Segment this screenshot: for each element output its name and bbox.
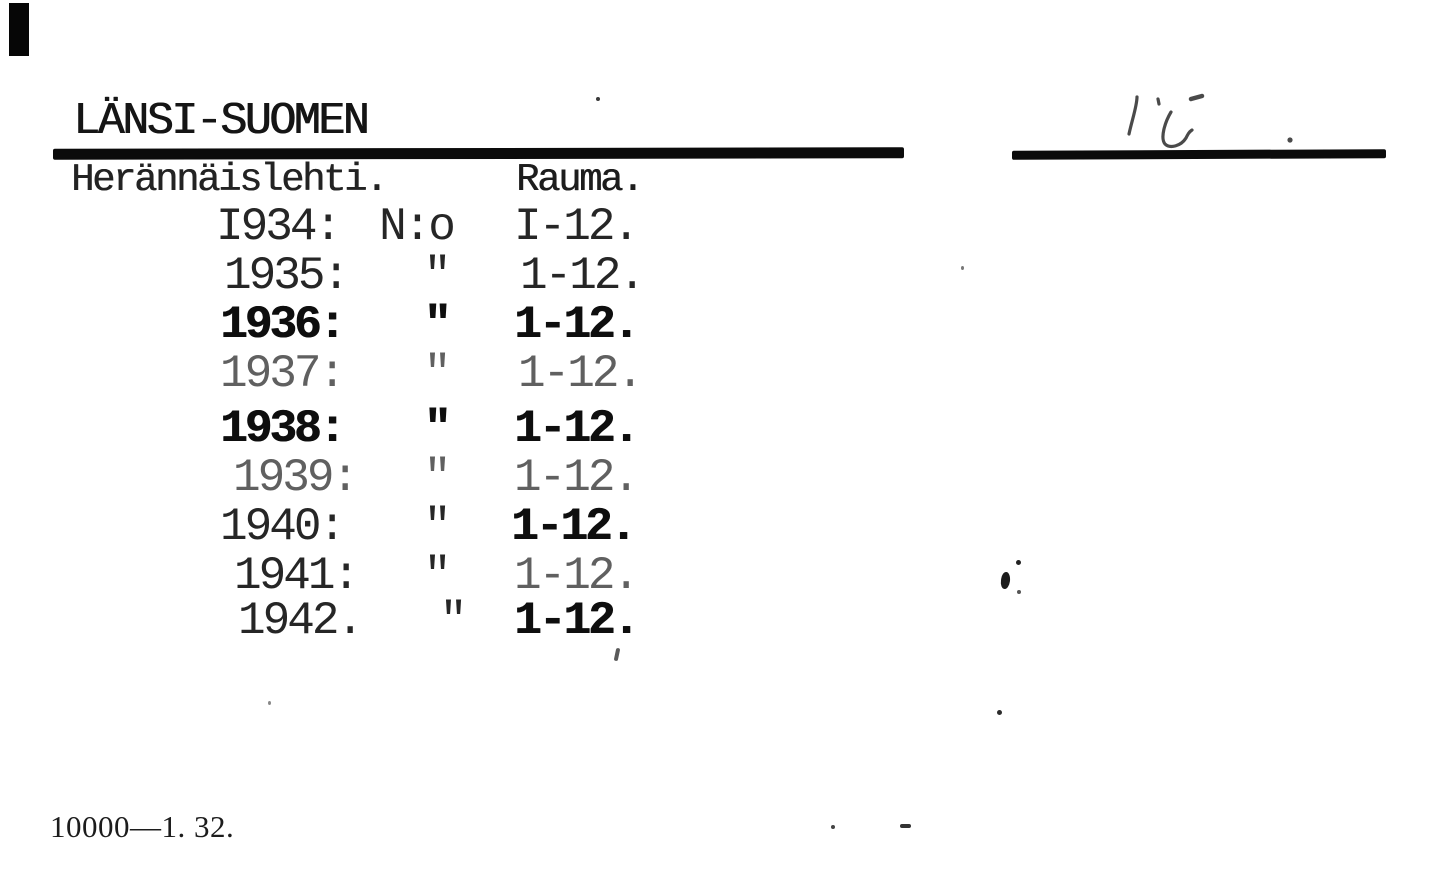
year-label: 1941: bbox=[234, 550, 358, 602]
year-label: 1940: bbox=[220, 501, 344, 553]
card-heading: LÄNSI-SUOMEN bbox=[73, 96, 368, 147]
year-label: 1936: bbox=[220, 299, 344, 351]
ditto-mark: N:o bbox=[379, 201, 453, 253]
holdings-row bbox=[0, 597, 760, 646]
print-run-imprint: 10000—1. 32. bbox=[50, 809, 235, 844]
ink-speck bbox=[900, 824, 911, 828]
issue-range: I-12. bbox=[514, 201, 638, 253]
ink-speck bbox=[268, 701, 271, 705]
year-label: 1937: bbox=[220, 348, 344, 400]
pencil-bar-stroke bbox=[1191, 96, 1202, 99]
place-of-publication: Rauma. bbox=[516, 158, 643, 202]
holdings-row bbox=[0, 252, 760, 301]
issue-range: 1-12. bbox=[514, 595, 638, 647]
ink-speck bbox=[831, 825, 835, 829]
handwritten-classmark bbox=[1112, 86, 1312, 152]
year-label: 1942. bbox=[238, 595, 362, 647]
ditto-mark: " bbox=[423, 550, 449, 602]
ditto-mark: " bbox=[423, 452, 449, 504]
ink-speck bbox=[1016, 560, 1021, 565]
pencil-i-stroke bbox=[1163, 112, 1192, 146]
holdings-row bbox=[0, 350, 760, 399]
issue-range: 1-12. bbox=[511, 501, 635, 553]
issue-range: 1-12. bbox=[520, 250, 644, 302]
ditto-mark: " bbox=[423, 501, 449, 553]
ditto-mark: " bbox=[423, 403, 449, 455]
holdings-row bbox=[0, 550, 760, 602]
ink-speck bbox=[596, 97, 600, 101]
holdings-row bbox=[0, 203, 760, 252]
ditto-mark: " bbox=[423, 348, 449, 400]
ditto-mark: " bbox=[423, 299, 449, 351]
issue-range: 1-12. bbox=[514, 403, 638, 455]
pencil-slash-stroke bbox=[1129, 97, 1137, 134]
issue-range: 1-12. bbox=[514, 299, 638, 351]
year-label: 1938: bbox=[220, 403, 344, 455]
holdings-row bbox=[0, 503, 760, 552]
issue-range: 1-12. bbox=[514, 550, 638, 602]
issue-range: 1-12. bbox=[514, 452, 638, 504]
ink-speck bbox=[1017, 590, 1021, 594]
ditto-mark: " bbox=[423, 250, 449, 302]
header-rule-right bbox=[1012, 149, 1386, 160]
holdings-row bbox=[0, 405, 760, 454]
ditto-mark: " bbox=[439, 595, 465, 647]
ink-speck bbox=[961, 266, 964, 270]
pencil-dot bbox=[1287, 137, 1292, 142]
scan-edge-artifact bbox=[9, 3, 29, 56]
year-label: I934: bbox=[216, 201, 340, 253]
holdings-list bbox=[0, 203, 760, 646]
pencil-tick-small bbox=[1158, 99, 1159, 104]
ink-speck bbox=[1000, 571, 1011, 589]
publication-title: Herännäislehti. bbox=[71, 158, 387, 202]
year-label: 1939: bbox=[233, 452, 357, 504]
ink-speck bbox=[997, 710, 1002, 715]
issue-range: 1-12. bbox=[518, 348, 642, 400]
year-label: 1935: bbox=[224, 250, 348, 302]
ink-speck bbox=[614, 648, 621, 662]
holdings-row bbox=[0, 454, 760, 503]
holdings-row bbox=[0, 301, 760, 350]
